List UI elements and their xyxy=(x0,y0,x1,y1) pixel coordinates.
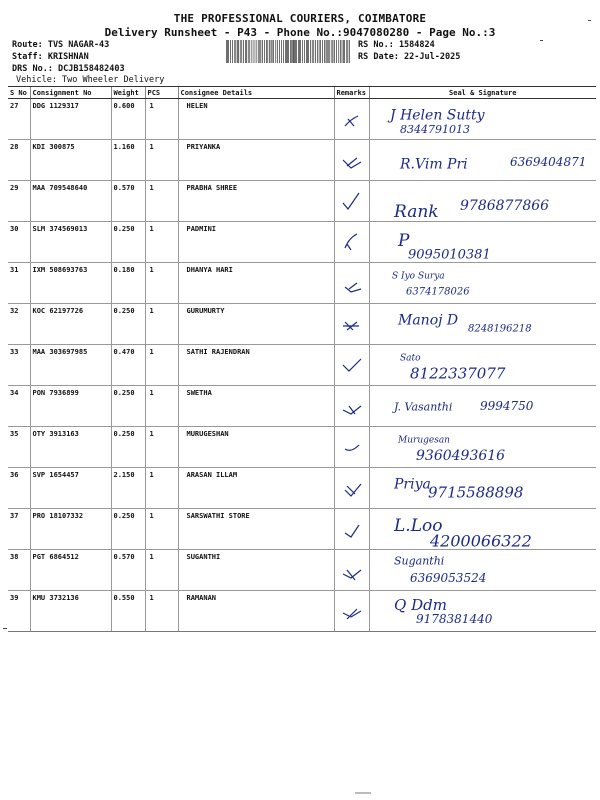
handwritten-signature xyxy=(370,181,597,221)
table-row xyxy=(8,140,596,181)
barcode-bar xyxy=(295,40,296,63)
barcode-bar xyxy=(336,40,337,63)
weight-value: 0.470 xyxy=(111,345,145,386)
remarks-cell xyxy=(334,99,369,140)
column-header: Consignee Details xyxy=(178,87,334,99)
signature-cell xyxy=(369,427,596,468)
consignment-number: SVP 1654457 xyxy=(30,468,111,509)
consignment-number: KOC 62197726 xyxy=(30,304,111,345)
consignment-number: IXM 508693763 xyxy=(30,263,111,304)
barcode-bar xyxy=(333,40,334,63)
signature-cell xyxy=(369,99,596,140)
barcode-bar xyxy=(310,40,311,63)
signature-phone: 8344791013 xyxy=(399,122,470,136)
runsheet-table xyxy=(8,86,596,632)
barcode-bar xyxy=(314,40,315,63)
barcode-bar xyxy=(248,40,249,63)
tick-mark-icon xyxy=(335,222,370,262)
signature-phone: 6374178026 xyxy=(405,286,470,298)
remarks-cell xyxy=(334,222,369,263)
table-row xyxy=(8,468,596,509)
consignee-name: ARASAN ILLAM xyxy=(178,468,334,509)
signature-phone: 9095010381 xyxy=(407,247,491,262)
rs-number: RS No.: 1584824 xyxy=(358,40,435,50)
handwritten-signature xyxy=(370,304,597,344)
remarks-cell xyxy=(334,304,369,345)
barcode-bar xyxy=(320,40,321,63)
table-row xyxy=(8,427,596,468)
barcode-bar xyxy=(228,40,229,63)
pieces-count: 1 xyxy=(145,550,178,591)
signature-cell xyxy=(369,550,596,591)
signature-cell xyxy=(369,263,596,304)
column-header: Seal & Signature xyxy=(369,87,596,99)
signature-name: Suganthi xyxy=(393,554,444,568)
signature-cell xyxy=(369,345,596,386)
barcode-bar xyxy=(300,40,301,63)
signature-cell xyxy=(369,181,596,222)
signature-name: S Iyo Surya xyxy=(391,271,445,282)
barcode-bar xyxy=(262,40,263,63)
tick-mark-icon xyxy=(335,99,370,139)
signature-phone: 9786877866 xyxy=(459,197,549,214)
remarks-cell xyxy=(334,263,369,304)
consignment-number: PON 7936899 xyxy=(30,386,111,427)
barcode-bar xyxy=(294,40,295,63)
pieces-count: 1 xyxy=(145,591,178,632)
serial-number: 29 xyxy=(8,181,30,222)
barcode-bar xyxy=(264,40,265,63)
barcode-bar xyxy=(237,40,238,63)
pieces-count: 1 xyxy=(145,345,178,386)
handwritten-signature xyxy=(370,263,597,303)
column-header: Consignment No xyxy=(30,87,111,99)
barcode-bar xyxy=(348,40,349,63)
consignee-name: SUGANTHI xyxy=(178,550,334,591)
signature-cell xyxy=(369,591,596,632)
barcode-bar xyxy=(327,40,328,63)
barcode-bar xyxy=(242,40,243,63)
serial-number: 35 xyxy=(8,427,30,468)
barcode-bar xyxy=(281,40,282,63)
weight-value: 0.180 xyxy=(111,263,145,304)
remarks-cell xyxy=(334,591,369,632)
weight-value: 0.250 xyxy=(111,304,145,345)
barcode-bar xyxy=(287,40,288,63)
barcode-bar xyxy=(330,40,331,63)
remarks-cell xyxy=(334,181,369,222)
signature-cell xyxy=(369,468,596,509)
vehicle-label: Vehicle: Two Wheeler Delivery xyxy=(16,75,165,85)
serial-number: 30 xyxy=(8,222,30,263)
signature-name: Priya xyxy=(393,476,431,493)
consignee-name: DHANYA HARI xyxy=(178,263,334,304)
barcode-bar xyxy=(243,40,244,63)
consignment-number: KMU 3732136 xyxy=(30,591,111,632)
pieces-count: 1 xyxy=(145,181,178,222)
tick-mark-icon xyxy=(335,263,370,303)
barcode-bar xyxy=(288,40,289,63)
handwritten-signature xyxy=(370,345,597,385)
consignee-name: SARSWATHI STORE xyxy=(178,509,334,550)
barcode-bar xyxy=(266,40,267,63)
remarks-cell xyxy=(334,427,369,468)
tick-mark-icon xyxy=(335,550,370,590)
weight-value: 0.570 xyxy=(111,181,145,222)
barcode-bar xyxy=(236,40,237,63)
consignment-number: MAA 303697985 xyxy=(30,345,111,386)
barcode-bar xyxy=(319,40,320,63)
barcode-bar xyxy=(260,40,261,63)
barcode-bar xyxy=(293,40,294,63)
barcode-bar xyxy=(328,40,329,63)
tick-mark-icon xyxy=(335,509,370,549)
barcode-bar xyxy=(349,40,350,63)
signature-name: Murugesan xyxy=(397,435,450,446)
barcode-bar xyxy=(339,40,340,63)
barcode-bar xyxy=(308,40,309,63)
column-header: PCS xyxy=(145,87,178,99)
barcode-bar xyxy=(298,40,299,63)
tick-mark-icon xyxy=(335,181,370,221)
barcode-image xyxy=(226,40,352,63)
signature-phone: 4200066322 xyxy=(429,531,532,549)
barcode-bar xyxy=(252,40,253,63)
weight-value: 0.250 xyxy=(111,386,145,427)
handwritten-signature xyxy=(370,222,597,262)
barcode-bar xyxy=(324,40,325,63)
barcode-bar xyxy=(226,40,227,63)
signature-cell xyxy=(369,509,596,550)
barcode-bar xyxy=(290,40,291,63)
remarks-cell xyxy=(334,468,369,509)
serial-number: 27 xyxy=(8,99,30,140)
barcode-bar xyxy=(227,40,228,63)
table-row xyxy=(8,263,596,304)
signature-name: Manoj D xyxy=(397,312,458,329)
pieces-count: 1 xyxy=(145,99,178,140)
handwritten-signature xyxy=(370,509,597,549)
scan-speck xyxy=(588,20,591,21)
barcode-bar xyxy=(347,40,348,63)
consignee-name: SATHI RAJENDRAN xyxy=(178,345,334,386)
consignee-name: HELEN xyxy=(178,99,334,140)
serial-number: 32 xyxy=(8,304,30,345)
pieces-count: 1 xyxy=(145,386,178,427)
signature-cell xyxy=(369,140,596,181)
tick-mark-icon xyxy=(335,386,370,426)
table-row xyxy=(8,222,596,263)
weight-value: 0.250 xyxy=(111,427,145,468)
remarks-cell xyxy=(334,550,369,591)
table-header-row xyxy=(8,87,596,99)
column-header: S No xyxy=(8,87,30,99)
barcode-bar xyxy=(238,40,239,63)
barcode-bar xyxy=(304,40,305,63)
barcode-bar xyxy=(322,40,323,63)
signature-phone: 8248196218 xyxy=(467,323,532,335)
remarks-cell xyxy=(334,140,369,181)
table-row xyxy=(8,550,596,591)
consignee-name: SWETHA xyxy=(178,386,334,427)
signature-name: R.Vim Pri xyxy=(399,156,468,173)
signature-phone: 8122337077 xyxy=(409,364,505,383)
table-row xyxy=(8,591,596,632)
barcode-bar xyxy=(312,40,313,63)
company-name: THE PROFESSIONAL COURIERS, COIMBATORE xyxy=(173,12,427,25)
serial-number: 38 xyxy=(8,550,30,591)
handwritten-signature xyxy=(370,591,597,631)
signature-name: J. Vasanthi xyxy=(393,400,452,414)
handwritten-signature xyxy=(370,386,597,426)
barcode-bar xyxy=(279,40,280,63)
barcode-bar xyxy=(342,40,343,63)
handwritten-signature xyxy=(370,140,597,180)
barcode-bar xyxy=(250,40,251,63)
barcode-bar xyxy=(334,40,335,63)
weight-value: 0.600 xyxy=(111,99,145,140)
barcode-bar xyxy=(230,40,231,63)
barcode-bar xyxy=(268,40,269,63)
scan-speck xyxy=(540,40,543,41)
pieces-count: 1 xyxy=(145,304,178,345)
signature-cell xyxy=(369,386,596,427)
barcode-bar xyxy=(283,40,284,63)
barcode-bar xyxy=(332,40,333,63)
scan-speck xyxy=(3,628,7,629)
consignee-name: PADMINI xyxy=(178,222,334,263)
consignee-name: PRIYANKA xyxy=(178,140,334,181)
consignment-number: MAA 709548640 xyxy=(30,181,111,222)
barcode-bar xyxy=(245,40,246,63)
consignment-number: DDG 1129317 xyxy=(30,99,111,140)
signature-phone: 9360493616 xyxy=(415,447,505,464)
serial-number: 39 xyxy=(8,591,30,632)
barcode-bar xyxy=(277,40,278,63)
barcode-bar xyxy=(256,40,257,63)
serial-number: 33 xyxy=(8,345,30,386)
column-header: Weight xyxy=(111,87,145,99)
handwritten-signature xyxy=(370,550,597,590)
barcode-bar xyxy=(302,40,303,63)
barcode-bar xyxy=(307,40,308,63)
signature-phone: 6369053524 xyxy=(409,571,486,586)
barcode-bar xyxy=(254,40,255,63)
rs-date: RS Date: 22-Jul-2025 xyxy=(358,52,461,62)
barcode-bar xyxy=(232,40,233,63)
barcode-bar xyxy=(296,40,297,63)
remarks-cell xyxy=(334,345,369,386)
barcode-bar xyxy=(246,40,247,63)
barcode-bar xyxy=(299,40,300,63)
runsheet-subtitle: Delivery Runsheet - P43 - Phone No.:9047080280 - Page No.:3 xyxy=(104,26,496,39)
consignment-number: PRO 18107332 xyxy=(30,509,111,550)
barcode-bar xyxy=(286,40,287,63)
pieces-count: 1 xyxy=(145,140,178,181)
consignment-number: SLM 374569013 xyxy=(30,222,111,263)
tick-mark-icon xyxy=(335,591,370,631)
tick-mark-icon xyxy=(335,427,370,467)
remarks-cell xyxy=(334,386,369,427)
pieces-count: 1 xyxy=(145,222,178,263)
consignment-number: OTY 3913163 xyxy=(30,427,111,468)
serial-number: 37 xyxy=(8,509,30,550)
table-row xyxy=(8,345,596,386)
barcode-bar xyxy=(344,40,345,63)
barcode-bar xyxy=(258,40,259,63)
weight-value: 0.570 xyxy=(111,550,145,591)
scan-mark xyxy=(355,792,371,794)
table-row xyxy=(8,386,596,427)
signature-phone: 9715588898 xyxy=(427,483,523,502)
table-row xyxy=(8,99,596,140)
serial-number: 36 xyxy=(8,468,30,509)
table-row xyxy=(8,509,596,550)
signature-cell xyxy=(369,222,596,263)
barcode-bar xyxy=(326,40,327,63)
signature-phone: 9994750 xyxy=(479,399,533,414)
consignment-number: PGT 6864512 xyxy=(30,550,111,591)
pieces-count: 1 xyxy=(145,427,178,468)
signature-name: P xyxy=(397,231,409,252)
barcode-bar xyxy=(235,40,236,63)
barcode-bar xyxy=(269,40,270,63)
signature-name: Sato xyxy=(399,353,421,364)
barcode-bar xyxy=(240,40,241,63)
pieces-count: 1 xyxy=(145,468,178,509)
barcode-bar xyxy=(306,40,307,63)
barcode-bar xyxy=(292,40,293,63)
serial-number: 34 xyxy=(8,386,30,427)
staff-label: Staff: KRISHNAN xyxy=(12,52,89,62)
weight-value: 2.150 xyxy=(111,468,145,509)
pieces-count: 1 xyxy=(145,509,178,550)
barcode-bar xyxy=(261,40,262,63)
barcode-bar xyxy=(340,40,341,63)
barcode-bar xyxy=(285,40,286,63)
barcode-bar xyxy=(315,40,316,63)
pieces-count: 1 xyxy=(145,263,178,304)
signature-name: Q Ddm xyxy=(393,596,447,614)
barcode-bar xyxy=(317,40,318,63)
handwritten-signature xyxy=(370,427,597,467)
tick-mark-icon xyxy=(335,468,370,508)
weight-value: 0.550 xyxy=(111,591,145,632)
handwritten-signature xyxy=(370,99,597,139)
barcode-bar xyxy=(276,40,277,63)
table-row xyxy=(8,304,596,345)
remarks-cell xyxy=(334,509,369,550)
weight-value: 0.250 xyxy=(111,509,145,550)
tick-mark-icon xyxy=(335,304,370,344)
barcode-bar xyxy=(343,40,344,63)
drs-number: DRS No.: DCJB158482403 xyxy=(12,64,125,74)
column-header: Remarks xyxy=(334,87,369,99)
barcode-bar xyxy=(272,40,273,63)
signature-name: L.Loo xyxy=(393,516,442,537)
consignment-number: KDI 300875 xyxy=(30,140,111,181)
handwritten-signature xyxy=(370,468,597,508)
signature-phone: 6369404871 xyxy=(509,155,586,170)
signature-name: Rank xyxy=(393,202,439,221)
tick-mark-icon xyxy=(335,140,370,180)
tick-mark-icon xyxy=(335,345,370,385)
signature-phone: 9178381440 xyxy=(415,612,492,627)
consignee-name: RAMANAN xyxy=(178,591,334,632)
serial-number: 28 xyxy=(8,140,30,181)
table-row xyxy=(8,181,596,222)
signature-cell xyxy=(369,304,596,345)
consignee-name: GURUMURTY xyxy=(178,304,334,345)
route-label: Route: TVS NAGAR-43 xyxy=(12,40,110,50)
consignee-name: MURUGESHAN xyxy=(178,427,334,468)
serial-number: 31 xyxy=(8,263,30,304)
signature-name: J Helen Sutty xyxy=(389,107,485,124)
weight-value: 1.160 xyxy=(111,140,145,181)
barcode-bar xyxy=(273,40,274,63)
weight-value: 0.250 xyxy=(111,222,145,263)
barcode-bar xyxy=(271,40,272,63)
consignee-name: PRABHA SHREE xyxy=(178,181,334,222)
